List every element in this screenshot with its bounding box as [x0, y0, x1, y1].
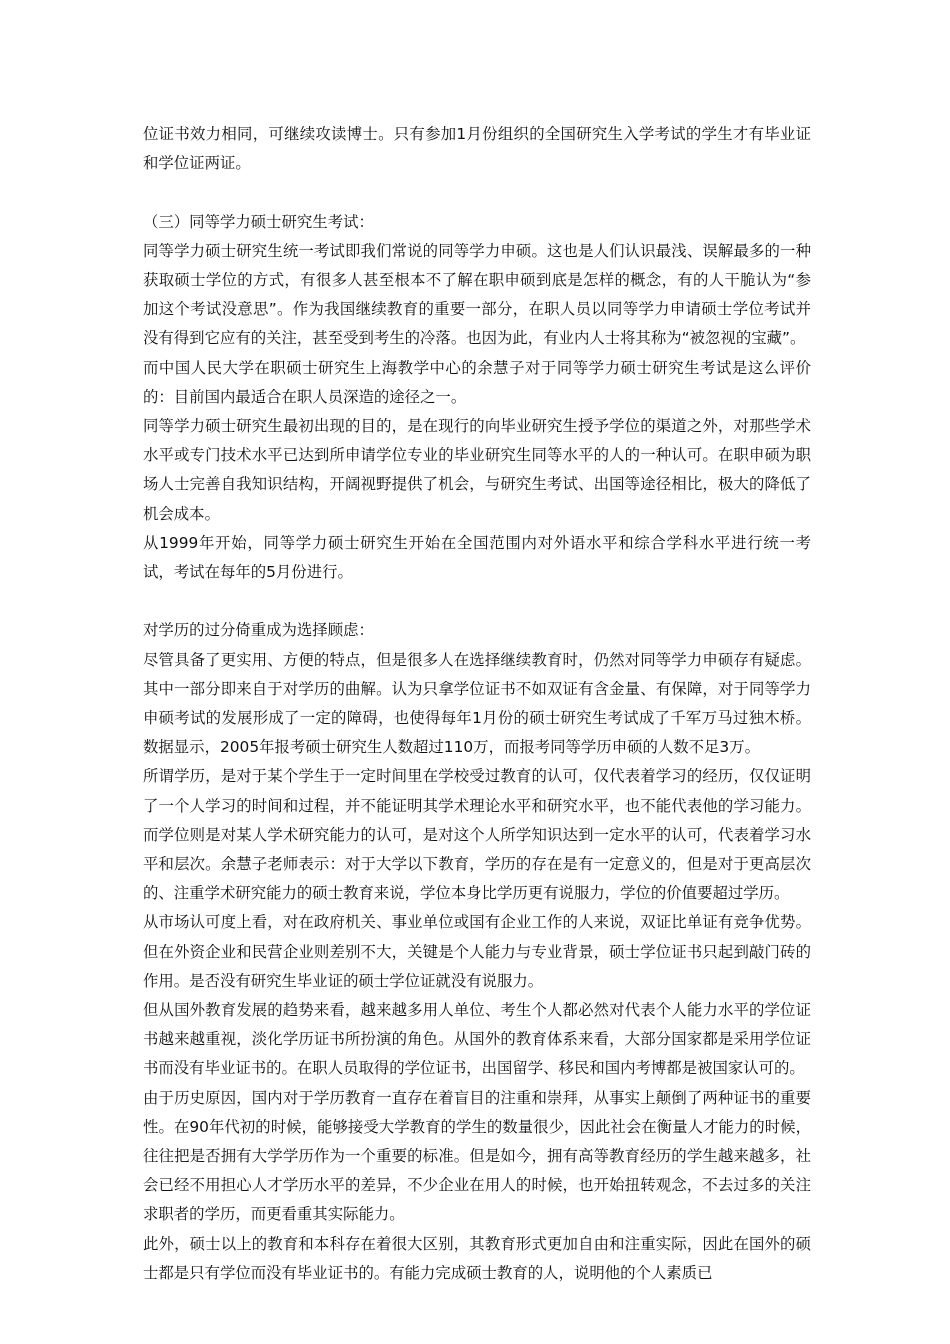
section4-paragraph-3: 从市场认可度上看，对在政府机关、事业单位或国有企业工作的人来说，双证比单证有竞争优势。但在外资企业和民营企业则差别不大，关键是个人能力与专业背景，硕士学位证书只起到敲门砖的作用。是否没有研究生毕业证的硕士学位证就没有说服力。: [143, 913, 811, 990]
section4-heading: 对学历的过分倚重成为选择顾虑：: [143, 621, 374, 640]
section3-paragraph-1: 同等学力硕士研究生统一考试即我们常说的同等学力申硕。这也是人们认识最浅、误解最多的一种获取硕士学位的方式，有很多人甚至根本不了解在职申硕到底是怎样的概念，有的人干脆认为“参加这个考试没意思”。作为我国继续教育的重要一部分，在职人员以同等学力申请硕士学位考试并没有得到它应有的关注，甚至受到考生的冷落。也因为此，有业内人士将其称为“被忽视的宝藏”。: [143, 241, 811, 348]
document-body: [143, 120, 811, 1288]
section4-paragraph-2: 所谓学历，是对于某个学生于一定时间里在学校受过教育的认可，仅代表着学习的经历，仅仅证明了一个人学习的时间和过程，并不能证明其学术理论水平和研究水平，也不能代表他的学习能力。而学位则是对某人学术研究能力的认可，是对这个人所学知识达到一定水平的认可，代表着学习水平和层次。余慧子老师表示：对于大学以下教育，学历的存在是有一定意义的，但是对于更高层次的、注重学术研究能力的硕士教育来说，学位本身比学历更有说服力，学位的价值要超过学历。: [143, 767, 811, 903]
paragraph-gap: [143, 178, 811, 207]
paragraph-gap: [143, 587, 811, 616]
section4-paragraph-4: 但从国外教育发展的趋势来看，越来越多用人单位、考生个人都必然对代表个人能力水平的学位证书越来越重视，淡化学历证书所扮演的角色。从国外的教育体系来看，大部分国家都是采用学位证书而没有毕业证书的。在职人员取得的学位证书，出国留学、移民和国内考博都是被国家认可的。: [143, 1001, 811, 1078]
section4-paragraph-5: 由于历史原因，国内对于学历教育一直存在着盲目的注重和崇拜，从事实上颠倒了两种证书的重要性。在90年代初的时候，能够接受大学教育的学生的数量很少，因此社会在衡量人才能力的时候，往往把是否拥有大学学历作为一个重要的标准。但是如今，拥有高等教育经历的学生越来越多，社会已经不用担心人才学历水平的差异，不少企业在用人的时候，也开始扭转观念，不去过多的关注求职者的学历，而更看重其实际能力。: [143, 1088, 811, 1224]
section3-paragraph-4: 从1999年开始，同等学力硕士研究生开始在全国范围内对外语水平和综合学科水平进行统一考试，考试在每年的5月份进行。: [143, 533, 811, 582]
section3-paragraph-2: 而中国人民大学在职硕士研究生上海教学中心的余慧子对于同等学力硕士研究生考试是这么评价的：目前国内最适合在职人员深造的途径之一。: [143, 358, 811, 406]
section4-paragraph-6: 此外，硕士以上的教育和本科存在着很大区别，其教育形式更加自由和注重实际，因此在国外的硕士都是只有学位而没有毕业证书的。有能力完成硕士教育的人，说明他的个人素质已: [143, 1234, 811, 1282]
section4-paragraph-1: 尽管具备了更实用、方便的特点，但是很多人在选择继续教育时，仍然对同等学力申硕存有疑虑。其中一部分即来自于对学历的曲解。认为只拿学位证书不如双证有含金量、有保障，对于同等学力申硕考试的发展形成了一定的障碍，也使得每年1月份的硕士研究生考试成了千军万马过独木桥。数据显示，2005年报考硕士研究生人数超过110万，而报考同等学历申硕的人数不足3万。: [143, 650, 811, 757]
section3-paragraph-3: 同等学力硕士研究生最初出现的目的，是在现行的向毕业研究生授予学位的渠道之外，对那些学术水平或专门技术水平已达到所申请学位专业的毕业研究生同等水平的人的一种认可。在职申硕为职场人士完善自我知识结构，开阔视野提供了机会，与研究生考试、出国等途径相比，极大的降低了机会成本。: [143, 417, 811, 523]
section3-heading: （三）同等学力硕士研究生考试：: [143, 212, 374, 231]
intro-paragraph: 位证书效力相同，可继续攻读博士。只有参加1月份组织的全国研究生入学考试的学生才有毕业证和学位证两证。: [143, 125, 811, 173]
